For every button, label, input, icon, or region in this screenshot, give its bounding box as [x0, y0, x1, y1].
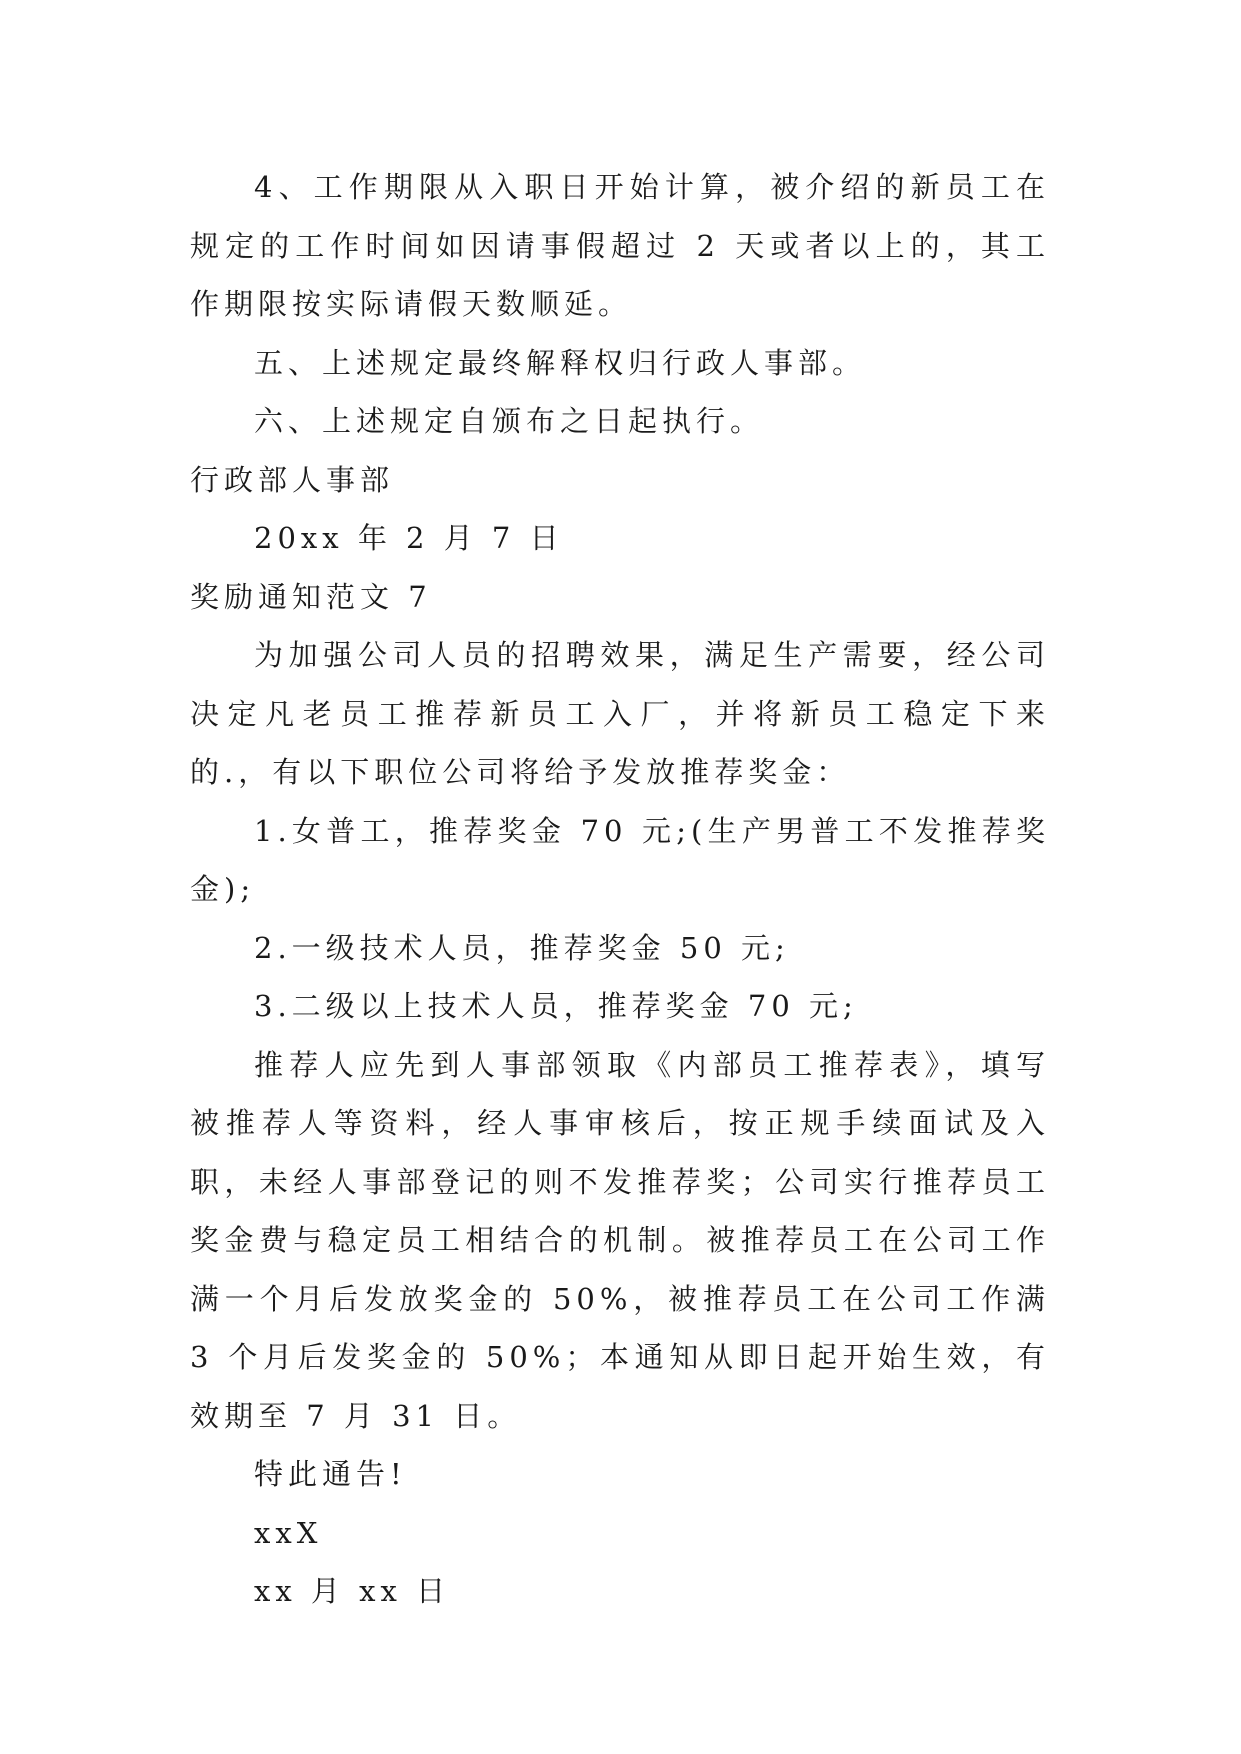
closing-notice: 特此通告!: [254, 1457, 407, 1491]
signature-date: xx 月 xx 日: [254, 1574, 451, 1608]
list-item-female-worker: 1.女普工，推荐奖金 70 元;(生产男普工不发推荐奖金);: [190, 813, 1050, 906]
signature-name: xxX: [254, 1515, 323, 1550]
paragraph-work-period: 4、工作期限从入职日开始计算，被介绍的新员工在规定的工作时间如因请事假超过 2 天或者以上的，其工作期限按实际请假天数顺延。: [190, 170, 1050, 321]
list-item-level-two-tech: 3.二级以上技术人员，推荐奖金 70 元;: [254, 989, 858, 1023]
paragraph-procedure: 推荐人应先到人事部领取《内部员工推荐表》，填写被推荐人等资料，经人事审核后，按正规手续面试及入职，未经人事部登记的则不发推荐奖；公司实行推荐员工奖金费与稳定员工相结合的机制。被推荐员工在公司工作满一个月后发放奖金的 50%，被推荐员工在公司工作满 3 个月后发奖金的 50%；本通知从即日起开始生效，有效期至 7 月 31 日。: [190, 1047, 1050, 1433]
paragraph-interpretation: 五、上述规定最终解释权归行政人事部。: [254, 345, 867, 380]
paragraph-intro: 为加强公司人员的招聘效果，满足生产需要，经公司决定凡老员工推荐新员工入厂，并将新员工稳定下来的.，有以下职位公司将给予发放推荐奖金：: [190, 638, 1050, 789]
list-item-level-one-tech: 2.一级技术人员，推荐奖金 50 元;: [254, 930, 790, 965]
issue-date: 20xx 年 2 月 7 日: [254, 521, 564, 555]
section-title: 奖励通知范文 7: [190, 579, 432, 614]
issuer-department: 行政部人事部: [190, 462, 395, 497]
paragraph-effective: 六、上述规定自颁布之日起执行。: [254, 404, 765, 438]
document-page: [190, 158, 1050, 1621]
